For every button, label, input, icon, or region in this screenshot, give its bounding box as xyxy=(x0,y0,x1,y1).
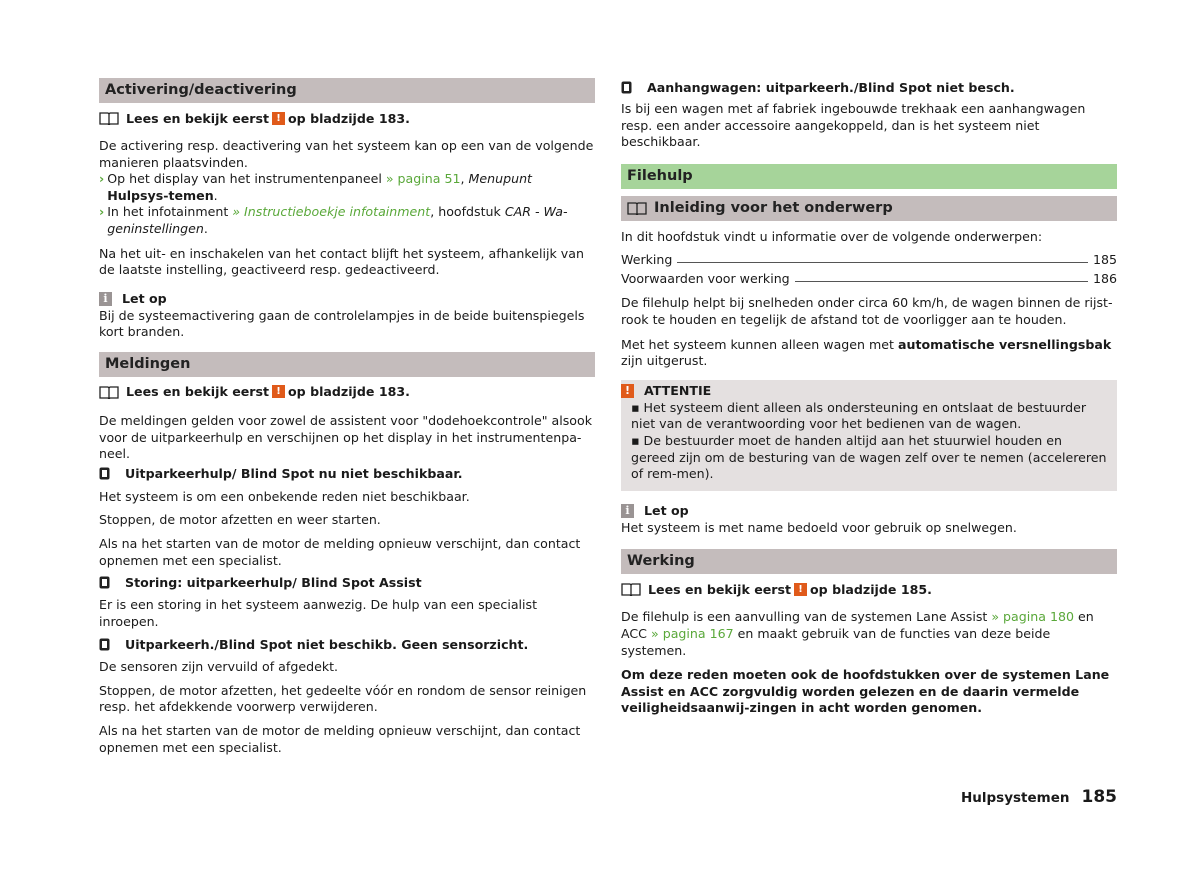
bullet-text: , hoofdstuk xyxy=(430,204,501,220)
paragraph-text: De filehulp is een aanvulling van de systemen Lane Assist xyxy=(621,609,988,625)
read-first-text: Lees en bekijk eerst xyxy=(126,384,270,400)
read-first-line xyxy=(99,109,595,127)
note-text: Bij de systeemactivering gaan de controlelampjes in de beide buitenspiegels kort branden. xyxy=(99,307,585,340)
emphasis-text: automatische versnellingsbak xyxy=(898,336,1112,352)
chapter-name: CAR - Wa-geninstellingen xyxy=(107,204,568,236)
menu-item-text: Menupunt xyxy=(468,171,532,187)
right-column xyxy=(621,78,1117,717)
warning-message-heading xyxy=(621,78,1117,96)
paragraph xyxy=(621,609,1117,659)
read-first-text: Lees en bekijk eerst xyxy=(126,110,270,126)
warning-message-title: Uitparkeerhulp/ Blind Spot nu niet beschikbaar. xyxy=(125,466,463,482)
display-warning-icon xyxy=(99,467,110,480)
paragraph: Om deze reden moeten ook de hoofdstukken over de systemen Lane Assist en ACC zorgvuldig worden gelezen en de daarin vermelde veiligheidsaanwij-zingen in acht worden genomen. xyxy=(621,667,1110,716)
manual-link[interactable]: » Instructieboekje infotainment xyxy=(232,204,431,220)
paragraph: Is bij een wagen met af fabriek ingebouwde trekhaak een aanhangwagen resp. een ander accessoire aangekoppeld, dan is het systeem niet beschikbaar. xyxy=(621,101,1086,150)
warning-icon: ! xyxy=(272,112,285,125)
read-first-page: op bladzijde 183. xyxy=(288,110,410,126)
warning-box-heading xyxy=(621,382,1107,400)
page-footer xyxy=(961,787,1117,807)
note-heading xyxy=(621,502,1117,520)
warning-message-title: Uitparkeerh./Blind Spot niet beschikb. Geen sensorzicht. xyxy=(125,636,529,652)
page-number: 185 xyxy=(1081,787,1117,807)
page-link[interactable]: » pagina 167 xyxy=(651,625,734,641)
read-first-line xyxy=(99,383,595,401)
display-warning-icon xyxy=(99,576,110,589)
page-link[interactable]: » pagina 51 xyxy=(385,171,461,187)
paragraph: Er is een storing in het systeem aanwezig. De hulp van een specialist inroepen. xyxy=(99,597,538,629)
list-item xyxy=(99,204,595,237)
paragraph: Als na het starten van de motor de melding opnieuw verschijnt, dan contact opnemen met een specialist. xyxy=(99,535,581,568)
read-first-text: Lees en bekijk eerst xyxy=(648,581,792,597)
warning-box xyxy=(621,380,1117,491)
toc-leader xyxy=(677,262,1088,263)
left-column xyxy=(99,78,595,756)
toc-leader xyxy=(795,281,1088,282)
paragraph: In dit hoofdstuk vindt u informatie over de volgende onderwerpen: xyxy=(621,228,1043,244)
warning-icon: ! xyxy=(794,583,807,596)
paragraph: Het systeem is om een onbekende reden niet beschikbaar. xyxy=(99,488,470,504)
warning-box-title: ATTENTIE xyxy=(644,383,712,399)
info-icon: i xyxy=(99,292,112,306)
exclamation-icon: ! xyxy=(621,384,634,398)
warning-message-title: Storing: uitparkeerhulp/ Blind Spot Assist xyxy=(125,574,422,590)
warning-item: ▪ De bestuurder moet de handen altijd aan het stuurwiel houden en gereed zijn om de besturing van de wagen zelf over te nemen (accelereren of rem-men). xyxy=(631,432,1107,482)
arrow-icon: › xyxy=(99,171,105,187)
paragraph-text: Met het systeem kunnen alleen wagen met xyxy=(621,336,894,352)
warning-message-title: Aanhangwagen: uitparkeerh./Blind Spot niet besch. xyxy=(647,79,1015,95)
bullet-text: In het infotainment xyxy=(107,204,229,220)
paragraph-text: zijn uitgerust. xyxy=(621,353,708,369)
paragraph: De activering resp. deactivering van het systeem kan op een van de volgende manieren plaatsvinden. xyxy=(99,138,594,170)
subsection-heading xyxy=(621,196,1117,221)
subsection-title: Inleiding voor het onderwerp xyxy=(654,199,893,216)
warning-message-heading xyxy=(99,465,595,483)
paragraph: Stoppen, de motor afzetten, het gedeelte vóór en rondom de sensor reinigen resp. het afdekkende voorwerp verwijderen. xyxy=(99,682,587,715)
note-title: Let op xyxy=(122,291,167,307)
paragraph: De sensoren zijn vervuild of afgedekt. xyxy=(99,659,339,675)
toc-entry[interactable] xyxy=(621,270,1117,287)
book-icon xyxy=(627,201,647,215)
page-link[interactable]: » pagina 180 xyxy=(991,609,1074,625)
toc-page: 185 xyxy=(1092,252,1117,268)
paragraph-text: en ACC xyxy=(621,609,1094,641)
paragraph: De meldingen gelden voor zowel de assistent voor "dodehoekcontrole" alsook voor de uitparkeerhulp en verschijnen op het display in het instrumentenpa-neel. xyxy=(99,412,592,462)
paragraph: Stoppen, de motor afzetten en weer starten. xyxy=(99,512,381,528)
toc-label: Werking xyxy=(621,252,673,268)
toc-label: Voorwaarden voor werking xyxy=(621,271,790,287)
paragraph: De filehulp helpt bij snelheden onder circa 60 km/h, de wagen binnen de rijst-rook te houden en tegelijk de afstand tot de voorligger aan te houden. xyxy=(621,295,1113,327)
paragraph-text: en maakt gebruik van de functies van deze beide systemen. xyxy=(621,625,1051,658)
read-first-page: op bladzijde 183. xyxy=(288,384,410,400)
note-text: Het systeem is met name bedoeld voor gebruik op snelwegen. xyxy=(621,519,1017,535)
chapter-heading-filehulp: Filehulp xyxy=(621,164,1117,189)
info-icon: i xyxy=(621,504,634,518)
bullet-text: Op het display van het instrumentenpaneel xyxy=(107,171,382,187)
end-punct: . xyxy=(213,187,218,203)
book-icon xyxy=(99,111,119,125)
footer-section-name: Hulpsystemen xyxy=(960,790,1070,806)
toc-entry[interactable] xyxy=(621,251,1117,268)
end-punct: . xyxy=(203,220,208,236)
paragraph: Als na het starten van de motor de melding opnieuw verschijnt, dan contact opnemen met een specialist. xyxy=(99,723,581,755)
section-heading-werking: Werking xyxy=(621,549,1117,574)
table-of-contents xyxy=(621,251,1117,287)
read-first-page: op bladzijde 185. xyxy=(810,581,932,597)
note-title: Let op xyxy=(644,503,689,519)
menu-item-name: Hulpsys-temen xyxy=(107,187,214,203)
arrow-icon: › xyxy=(99,204,105,220)
separator: , xyxy=(460,171,465,187)
book-icon xyxy=(99,385,119,399)
warning-item: ▪ Het systeem dient alleen als ondersteuning en ontslaat de bestuurder niet van de verantwoording voor het bedienen van de wagen. xyxy=(631,399,1087,432)
display-warning-icon xyxy=(621,81,632,94)
list-item xyxy=(99,171,595,204)
warning-message-heading xyxy=(99,573,595,591)
display-warning-icon xyxy=(99,638,110,651)
paragraph: Na het uit- en inschakelen van het contact blijft het systeem, afhankelijk van de laatste instelling, geactiveerd resp. gedeactiveerd. xyxy=(99,245,584,278)
note-heading xyxy=(99,290,595,308)
toc-page: 186 xyxy=(1092,271,1117,287)
section-heading-meldingen: Meldingen xyxy=(99,352,595,377)
warning-icon: ! xyxy=(272,385,285,398)
paragraph xyxy=(621,337,1117,370)
book-icon xyxy=(621,582,641,596)
warning-message-heading xyxy=(99,635,595,653)
read-first-line xyxy=(621,580,1117,598)
section-heading-activering: Activering/deactivering xyxy=(99,78,595,103)
